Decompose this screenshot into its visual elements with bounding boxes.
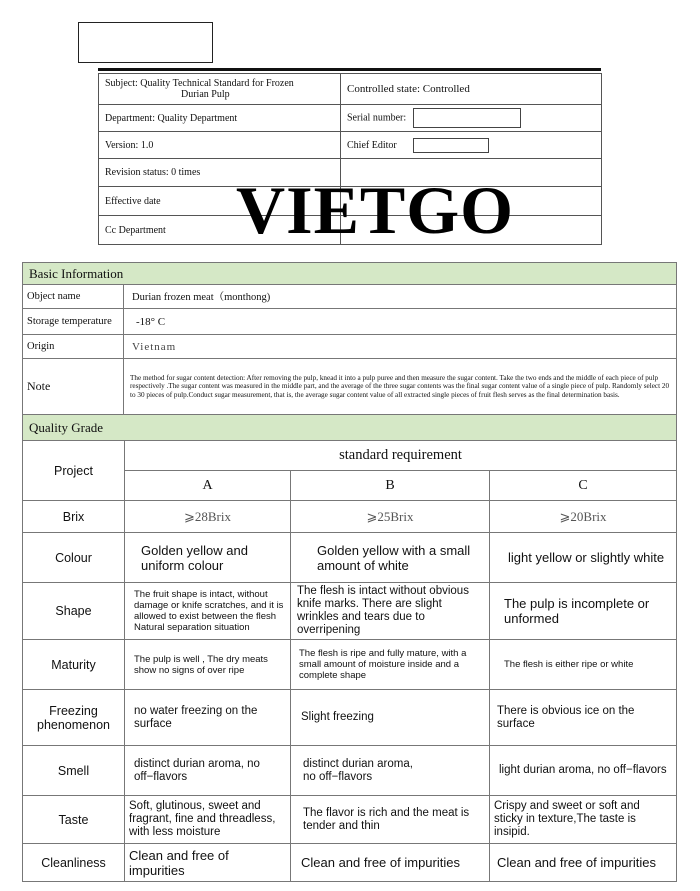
subject-text-line2: Durian Pulp [181, 89, 230, 100]
brix-grade-c: ⩾20Brix [490, 501, 677, 533]
cleanliness-grade-a: Clean and free of impurities [125, 844, 291, 882]
grade-a-header: A [125, 471, 291, 501]
grade-b-header: B [291, 471, 490, 501]
note-text: The method for sugar content detection: After removing the pulp, knead it into a pulp puree and then measure the sugar content. Take the two ends and the middle of each piece of pulp respectively .The sugar content was measured in the middle part, and the average of the three sugar contents was the final sugar content value of a single piece of pulp. Randomly select 20 to 30 pieces of pulp.Conduct sugar measurement, that is, the average sugar content value of all extracted single pieces of fruit flesh serves as the final determination basis. [124, 359, 677, 415]
taste-grade-a: Soft, glutinous, sweet and fragrant, fine and threadless, with less moisture [125, 796, 291, 844]
basic-row-value: Durian frozen meat（monthong) [124, 285, 677, 309]
maturity-grade-a: The pulp is well , The dry meats show no signs of over ripe [125, 640, 291, 690]
brix-grade-b: ⩾25Brix [291, 501, 490, 533]
vietgo-watermark: VIETGO [236, 172, 515, 248]
taste-grade-b: The flavor is rich and the meat is tender and thin [291, 796, 490, 844]
basic-information-title: Basic Information [23, 263, 677, 285]
basic-row-label: Origin [23, 335, 124, 359]
serial-number-redacted-box [413, 108, 521, 128]
project-cleanliness: Cleanliness [23, 844, 125, 882]
department: Department: Quality Department [99, 105, 341, 132]
freezing-grade-a: no water freezing on the surface [125, 690, 291, 746]
logo-placeholder-box [78, 22, 213, 63]
project-maturity: Maturity [23, 640, 125, 690]
project-brix: Brix [23, 501, 125, 533]
cc-department: Cc Department [99, 216, 341, 245]
project-taste: Taste [23, 796, 125, 844]
revision-status: Revision status: 0 times [99, 159, 341, 187]
colour-grade-c: light yellow or slightly white [490, 533, 677, 583]
colour-grade-b: Golden yellow with a small amount of white [291, 533, 490, 583]
effective-date: Effective date [99, 187, 341, 216]
colour-grade-a: Golden yellow and uniform colour [125, 533, 291, 583]
standard-requirement-header: standard requirement [125, 441, 677, 471]
freezing-grade-b: Slight freezing [291, 690, 490, 746]
brix-grade-a: ⩾28Brix [125, 501, 291, 533]
project-colour: Colour [23, 533, 125, 583]
quality-grade-title: Quality Grade [23, 415, 677, 441]
project-smell: Smell [23, 746, 125, 796]
freezing-grade-c: There is obvious ice on the surface [490, 690, 677, 746]
header-top-rule [98, 68, 601, 71]
subject-text: Subject: Quality Technical Standard for Frozen [105, 78, 294, 89]
smell-grade-c: light durian aroma, no off−flavors [490, 746, 677, 796]
project-header: Project [23, 441, 125, 501]
controlled-state: Controlled state: Controlled [341, 74, 602, 105]
basic-row-value: Vietnam [124, 335, 677, 359]
smell-grade-b: distinct durian aroma, no off−flavors [291, 746, 490, 796]
smell-grade-a: distinct durian aroma, no off−flavors [125, 746, 291, 796]
maturity-grade-c: The flesh is either ripe or white [490, 640, 677, 690]
project-freezing-phenomenon: Freezing phenomenon [23, 690, 125, 746]
shape-grade-c: The pulp is incomplete or unformed [490, 583, 677, 640]
basic-information-table [22, 262, 677, 415]
grade-c-header: C [490, 471, 677, 501]
cleanliness-grade-c: Clean and free of impurities [490, 844, 677, 882]
maturity-grade-b: The flesh is ripe and fully mature, with a small amount of moisture inside and a complete shape [291, 640, 490, 690]
serial-number-label: Serial number: [347, 112, 407, 124]
chief-editor-cell [341, 132, 602, 159]
shape-grade-a: The fruit shape is intact, without damage or knife scratches, and it is allowed to exist between the flesh Natural separation situation [125, 583, 291, 640]
quality-grade-table [22, 414, 677, 882]
basic-row-label: Storage temperature [23, 309, 124, 335]
shape-grade-b: The flesh is intact without obvious knife marks. There are slight wrinkles and tears due to overripening [291, 583, 490, 640]
basic-row-label: Object name [23, 285, 124, 309]
basic-row-value: -18° C [124, 309, 677, 335]
project-shape: Shape [23, 583, 125, 640]
basic-row-label: Note [23, 359, 124, 415]
taste-grade-c: Crispy and sweet or soft and sticky in texture,The taste is insipid. [490, 796, 677, 844]
subject-cell [99, 74, 341, 105]
cleanliness-grade-b: Clean and free of impurities [291, 844, 490, 882]
serial-number-cell [341, 105, 602, 132]
chief-editor-label: Chief Editor [347, 139, 397, 151]
chief-editor-redacted-box [413, 138, 489, 153]
version: Version: 1.0 [99, 132, 341, 159]
